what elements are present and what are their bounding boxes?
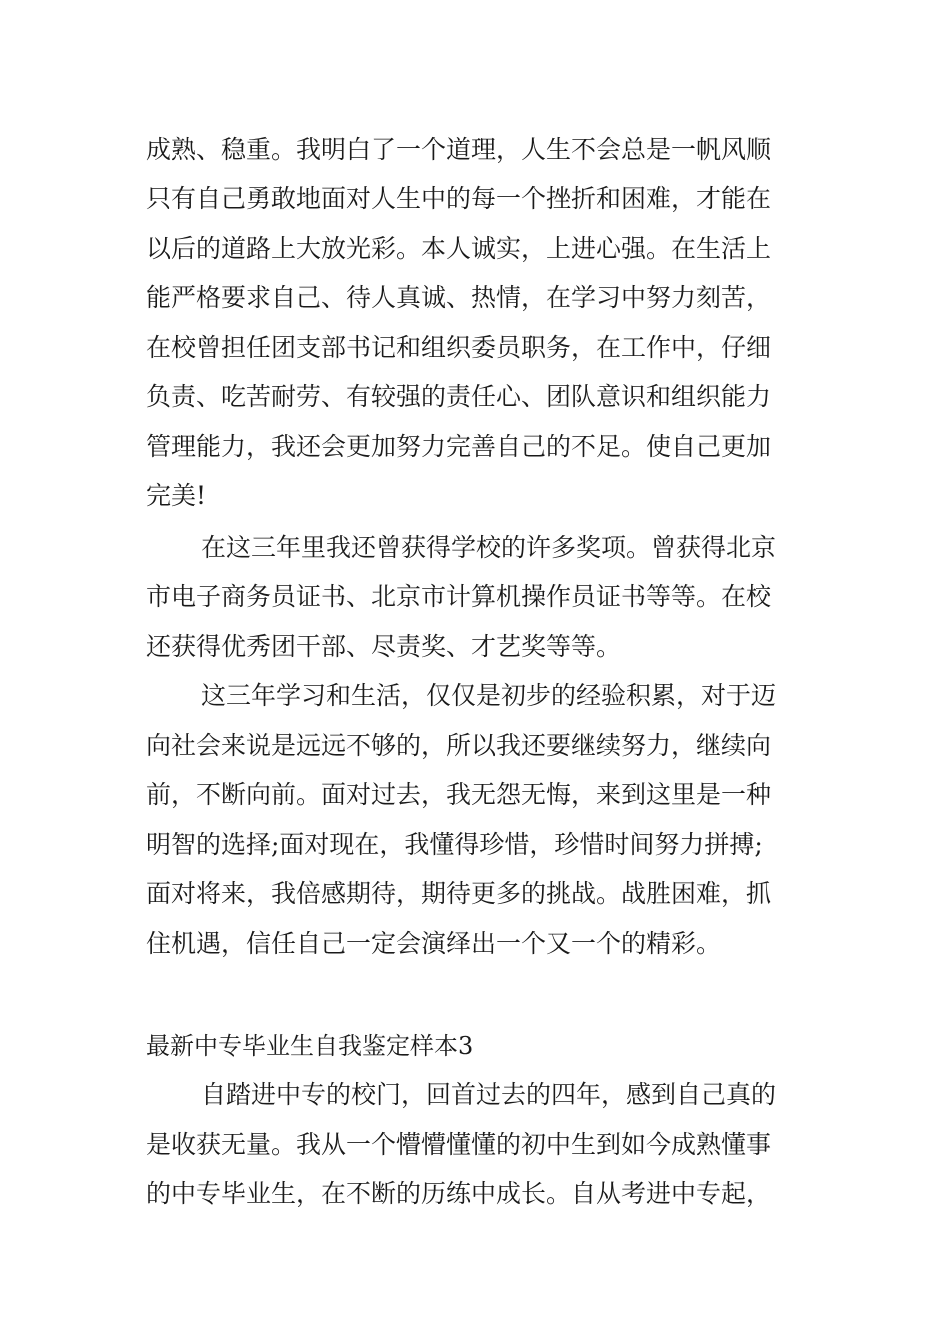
text-line: 管理能力，我还会更加努力完善自己的不足。使自己更加 xyxy=(146,432,772,461)
text-line: 完美! xyxy=(146,481,207,510)
text-line: 住机遇，信任自己一定会演绎出一个又一个的精彩。 xyxy=(146,929,722,958)
paragraph-first-line: 在这三年里我还曾获得学校的许多奖项。曾获得北京 xyxy=(201,533,777,562)
section-heading: 最新中专毕业生自我鉴定样本3 xyxy=(146,1032,474,1060)
text-line: 明智的选择;面对现在，我懂得珍惜，珍惜时间努力拼搏; xyxy=(146,830,763,859)
text-line: 能严格要求自己、待人真诚、热情，在学习中努力刻苦， xyxy=(146,283,772,312)
text-line: 向社会来说是远远不够的，所以我还要继续努力，继续向 xyxy=(146,731,772,760)
text-line: 负责、吃苦耐劳、有较强的责任心、团队意识和组织能力 xyxy=(146,382,772,411)
text-line: 只有自己勇敢地面对人生中的每一个挫折和困难，才能在 xyxy=(146,184,772,213)
text-line: 成熟、稳重。我明白了一个道理，人生不会总是一帆风顺 xyxy=(146,135,772,164)
paragraph-first-line: 这三年学习和生活，仅仅是初步的经验积累，对于迈 xyxy=(201,681,777,710)
text-line: 面对将来，我倍感期待，期待更多的挑战。战胜困难，抓 xyxy=(146,879,772,908)
text-line: 以后的道路上大放光彩。本人诚实，上进心强。在生活上 xyxy=(146,234,772,263)
text-line: 市电子商务员证书、北京市计算机操作员证书等等。在校 xyxy=(146,582,772,611)
text-line: 前，不断向前。面对过去，我无怨无悔，来到这里是一种 xyxy=(146,780,772,809)
text-line: 还获得优秀团干部、尽责奖、才艺奖等等。 xyxy=(146,632,622,661)
text-line: 是收获无量。我从一个懵懵懂懂的初中生到如今成熟懂事 xyxy=(146,1130,772,1159)
text-line: 的中专毕业生，在不断的历练中成长。自从考进中专起， xyxy=(146,1179,772,1208)
paragraph-first-line: 自踏进中专的校门，回首过去的四年，感到自己真的 xyxy=(201,1080,777,1109)
text-line: 在校曾担任团支部书记和组织委员职务，在工作中，仔细 xyxy=(146,333,772,362)
